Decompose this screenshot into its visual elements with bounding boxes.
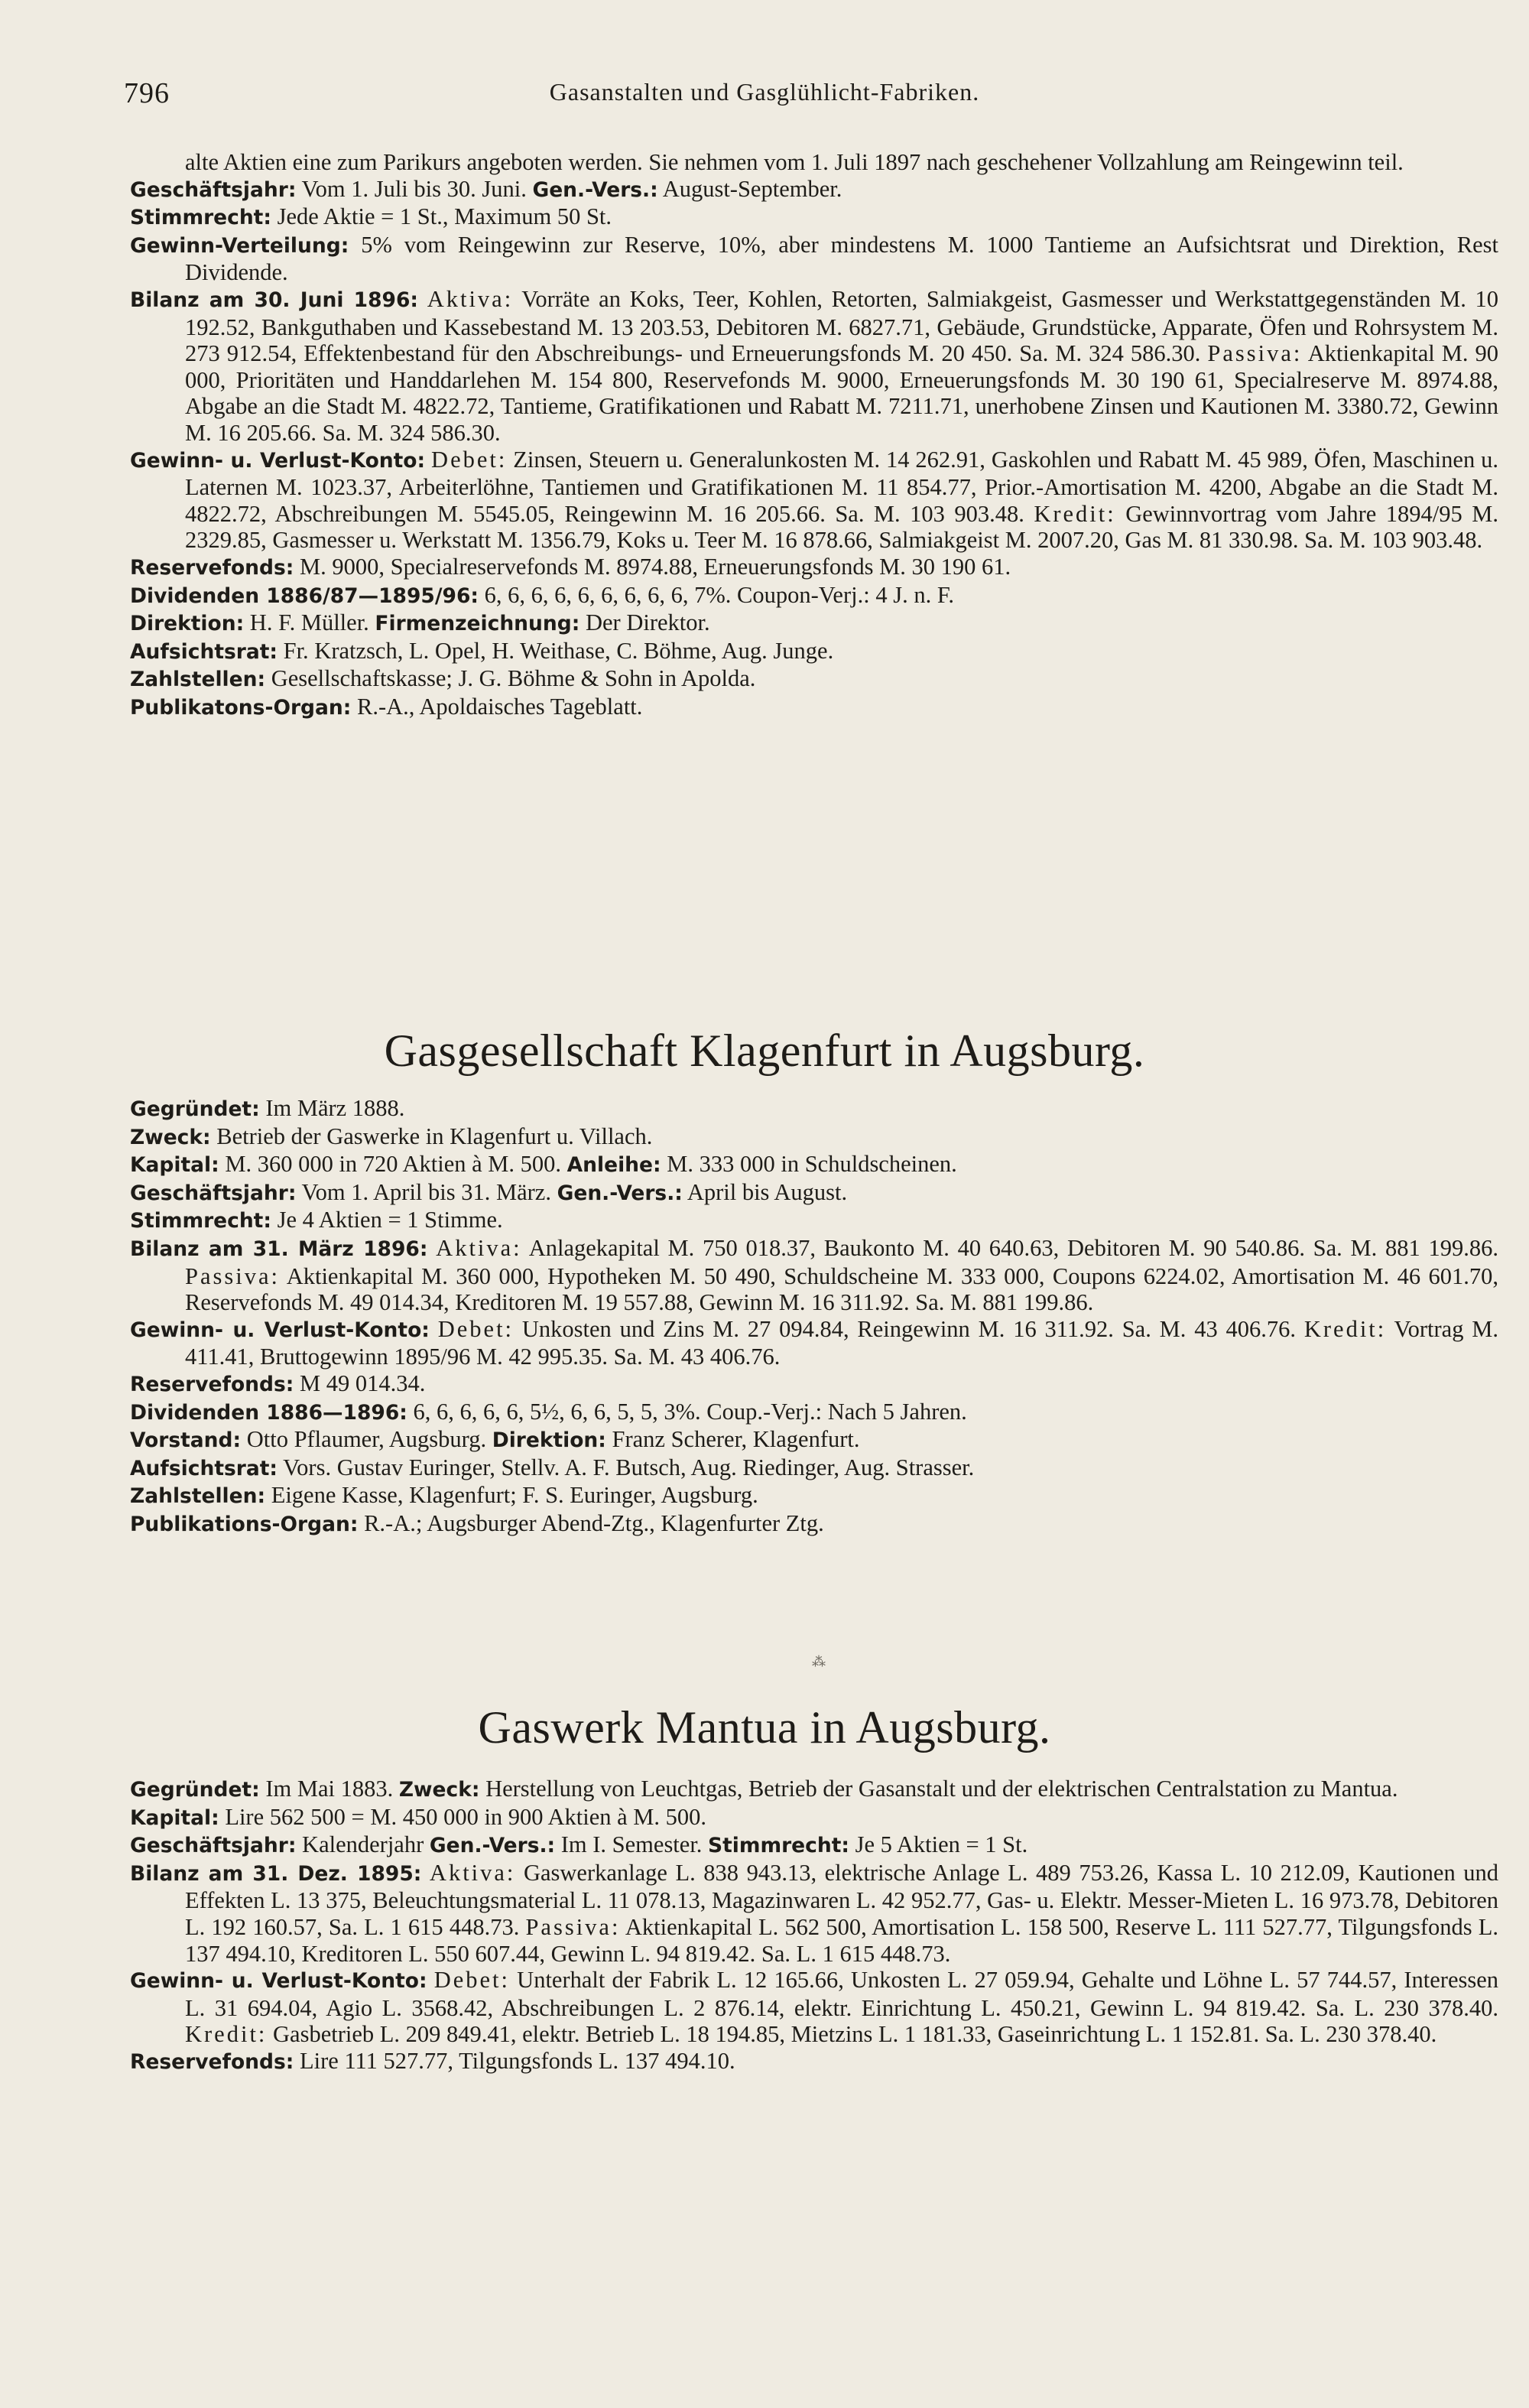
field-label: Gen.-Vers.: xyxy=(429,1834,556,1858)
balance-entry: Bilanz am 30. Juni 1896: Aktiva: Vorräte an Koks, Teer, Kohlen, Retorten, Salmiakgeist, Gasmesser und Werkstattgegenständen M. 10 192.52, Bankguthaben und Kassebestand M. 13 203.53, Debitoren M. 6827.71, Gebäude, Grundstücke, Apparate, Öfen und Rohrsystem M. 273 912.54, Effektenbestand für den Abschreibungs- und Erneuerungsfonds M. 20 450. Sa. M. 324 586.30. Passiva: Aktienkapital M. 90 000, Prioritäten und Handdarlehen M. 154 800, Reservefonds M. 9000, Erneuerungsfonds M. 30 190 61, Specialreserve M. 8974.88, Abgabe an die Stadt M. 4822.72, Tantieme, Gratifikationen und Rabatt M. 7211.71, unerhobene Zinsen und Kautionen M. 3380.72, Gewinn M. 16 205.66. Sa. M. 324 586.30. xyxy=(130,285,1499,446)
field-label: Stimmrecht: xyxy=(130,1209,271,1233)
section-heading-mantua: Gaswerk Mantua in Augsburg. xyxy=(478,1702,1051,1753)
field-label: Stimmrecht: xyxy=(130,206,271,230)
field-label: Geschäftsjahr: xyxy=(130,1181,297,1205)
profit-distribution-entry: Gewinn-Verteilung: 5% vom Reingewinn zur Reserve, 10%, aber mindestens M. 1000 Tantieme an Aufsichtsrat und Direktion, Rest Dividende. xyxy=(130,231,1498,286)
field-label: Zweck: xyxy=(398,1778,480,1802)
field-label: Dividenden 1886/87—1895/96: xyxy=(130,583,479,608)
field-label: Kapital: xyxy=(130,1153,219,1178)
field-label: Zahlstellen: xyxy=(130,668,266,692)
field-label: Zweck: xyxy=(130,1125,211,1149)
field-label: Anleihe: xyxy=(566,1153,661,1178)
paying-agents-entry: Zahlstellen: Eigene Kasse, Klagenfurt; F. S. Euringer, Augsburg. xyxy=(130,1482,758,1509)
section-mantua xyxy=(130,1776,1498,2076)
field-label: Gewinn- u. Verlust-Konto: xyxy=(130,1969,427,1994)
field-label: Bilanz am 31. Dez. 1895: xyxy=(130,1861,422,1886)
field-label: Gen.-Vers.: xyxy=(532,177,658,202)
publication-entry: Publikatons-Organ: R.-A., Apoldaisches Tageblatt. xyxy=(130,693,643,720)
balance-entry: Bilanz am 31. Dez. 1895: Aktiva: Gaswerkanlage L. 838 943.13, elektrische Anlage L. 489 753.26, Kassa L. 10 212.09, Kautionen und Effekten L. 13 375, Beleuchtungsmaterial L. 11 078.13, Magazinwaren L. 42 952.77, Gas- u. Elektr. Messer-Mieten L. 16 973.78, Debitoren L. 192 160.57, Sa. L. 1 615 448.73. Passiva: Aktienkapital L. 562 500, Amortisation L. 158 500, Reserve L. 111 527.77, Tilgungsfonds L. 137 494.10, Kreditoren L. 550 607.44, Gewinn L. 94 819.42. Sa. L. 1 615 448.73. xyxy=(130,1859,1499,1967)
field-label: Geschäftsjahr: xyxy=(130,1834,297,1858)
field-label: Vorstand: xyxy=(130,1428,242,1453)
paying-agents-entry: Zahlstellen: Gesellschaftskasse; J. G. Böhme & Sohn in Apolda. xyxy=(130,665,756,692)
field-label: Gegründet: xyxy=(130,1778,260,1802)
capital-entry: Kapital: Lire 562 500 = M. 450 000 in 900 Aktien à M. 500. xyxy=(130,1803,707,1830)
capital-entry: Kapital: M. 360 000 in 720 Aktien à M. 500. Anleihe: M. 333 000 in Schuldscheinen. xyxy=(130,1151,957,1178)
field-label: Kapital: xyxy=(130,1805,219,1830)
field-label: Aufsichtsrat: xyxy=(130,639,278,664)
reserve-entry: Reservefonds: Lire 111 527.77, Tilgungsfonds L. 137 494.10. xyxy=(130,2047,735,2074)
field-label: Bilanz am 31. März 1896: xyxy=(130,1236,428,1261)
direction-entry: Direktion: H. F. Müller. Firmenzeichnung: Der Direktor. xyxy=(130,609,710,636)
purpose-entry: Zweck: Betrieb der Gaswerke in Klagenfurt u. Villach. xyxy=(130,1123,653,1149)
running-title: Gasanstalten und Gasglühlicht-Fabriken. xyxy=(549,78,980,106)
field-label: Reservefonds: xyxy=(130,1372,294,1396)
field-label: Aufsichtsrat: xyxy=(130,1456,278,1480)
running-head xyxy=(0,76,1529,115)
field-label: Publikatons-Organ: xyxy=(130,695,352,720)
field-label: Geschäftsjahr: xyxy=(130,177,297,202)
fiscal-year-entry: Geschäftsjahr: Vom 1. Juli bis 30. Juni. Gen.-Vers.: August-September. xyxy=(130,175,842,202)
field-label: Zahlstellen: xyxy=(130,1484,266,1509)
management-entry: Vorstand: Otto Pflaumer, Augsburg. Direktion: Franz Scherer, Klagenfurt. xyxy=(130,1426,860,1453)
board-entry: Aufsichtsrat: Fr. Kratzsch, L. Opel, H. Weithase, C. Böhme, Aug. Junge. xyxy=(130,637,834,664)
field-label: Direktion: xyxy=(130,612,245,636)
profit-loss-entry: Gewinn- u. Verlust-Konto: Debet: Zinsen, Steuern u. Generalunkosten M. 14 262.91, Gaskohlen und Rabatt M. 45 989, Öfen, Maschinen u. Laternen M. 1023.37, Arbeiterlöhne, Tantiemen und Gratifikationen M. 11 854.77, Prior.-Amortisation M. 4200, Abgabe an die Stadt M. 4822.72, Abschreibungen M. 5545.05, Reingewinn M. 16 205.66. Sa. M. 103 903.48. Kredit: Gewinnvortrag vom Jahre 1894/95 M. 2329.85, Gasmesser u. Werkstatt M. 1356.79, Koks u. Teer M. 16 878.66, Salmiakgeist M. 2007.20, Gas M. 81 330.98. Sa. M. 103 903.48. xyxy=(130,446,1498,554)
field-label: Stimmrecht: xyxy=(708,1834,849,1858)
dividends-entry: Dividenden 1886/87—1895/96: 6, 6, 6, 6, 6, 6, 6, 6, 6, 7%. Coupon-Verj.: 4 J. n. F. xyxy=(130,581,954,608)
profit-loss-entry: Gewinn- u. Verlust-Konto: Debet: Unkosten und Zins M. 27 094.84, Reingewinn M. 16 311.92. Sa. M. 43 406.76. Kredit: Vortrag M. 411.41, Bruttogewinn 1895/96 M. 42 995.35. Sa. M. 43 406.76. xyxy=(130,1315,1499,1370)
voting-entry: Stimmrecht: Jede Aktie = 1 St., Maximum 50 St. xyxy=(130,203,612,230)
field-label: Reservefonds: xyxy=(130,555,294,580)
profit-loss-entry: Gewinn- u. Verlust-Konto: Debet: Unterhalt der Fabrik L. 12 165.66, Unkosten L. 27 059.94, Gehalte und Löhne L. 57 744.57, Interessen L. 31 694.04, Agio L. 3568.42, Abschreibungen L. 2 876.14, elektr. Einrichtung L. 450.21, Gewinn L. 94 819.42. Sa. L. 230 378.40. Kredit: Gasbetrieb L. 209 849.41, elektr. Betrieb L. 18 194.85, Mietzins L. 1 181.33, Gaseinrichtung L. 1 152.81. Sa. L. 230 378.40. xyxy=(130,1967,1499,2048)
page-number: 796 xyxy=(124,77,170,109)
field-label: Bilanz am 30. Juni 1896: xyxy=(130,288,419,312)
dividends-entry: Dividenden 1886—1896: 6, 6, 6, 6, 6, 5½, 6, 6, 5, 5, 3%. Coup.-Verj.: Nach 5 Jahren. xyxy=(130,1398,967,1425)
field-label: Gewinn- u. Verlust-Konto: xyxy=(130,448,426,473)
section-heading-klagenfurt: Gasgesellschaft Klagenfurt in Augsburg. xyxy=(384,1025,1145,1076)
section-klagenfurt xyxy=(130,1095,1498,1539)
intro-paragraph: alte Aktien eine zum Parikurs angeboten werden. Sie nehmen vom 1. Juli 1897 nach geschehener Vollzahlung am Reingewinn teil. xyxy=(185,149,1404,175)
field-label: Gegründet: xyxy=(130,1097,260,1121)
founded-entry: Gegründet: Im Mai 1883. Zweck: Herstellung von Leuchtgas, Betrieb der Gasanstalt und der elektrischen Centralstation zu Mantua. xyxy=(130,1776,1398,1802)
separator-ornament: ⁂ xyxy=(812,1654,826,1669)
balance-entry: Bilanz am 31. März 1896: Aktiva: Anlagekapital M. 750 018.37, Baukonto M. 40 640.63, Debitoren M. 90 540.86. Sa. M. 881 199.86. Passiva: Aktienkapital M. 360 000, Hypotheken M. 50 490, Schuldscheine M. 333 000, Coupons 6224.02, Amortisation M. 46 601.70, Reservefonds M. 49 014.34, Kreditoren M. 19 557.88, Gewinn M. 16 311.92. Sa. M. 881 199.86. xyxy=(130,1234,1499,1316)
reserve-entry: Reservefonds: M 49 014.34. xyxy=(130,1370,426,1396)
board-entry: Aufsichtsrat: Vors. Gustav Euringer, Stellv. A. F. Butsch, Aug. Riedinger, Aug. Strasser. xyxy=(130,1454,975,1480)
reserve-entry: Reservefonds: M. 9000, Specialreservefonds M. 8974.88, Erneuerungsfonds M. 30 190 61. xyxy=(130,553,1011,580)
field-label: Dividenden 1886—1896: xyxy=(130,1400,407,1425)
field-label: Publikations-Organ: xyxy=(130,1512,359,1536)
field-label: Gen.-Vers.: xyxy=(557,1181,683,1205)
field-label: Gewinn- u. Verlust-Konto: xyxy=(130,1318,430,1342)
fiscal-year-entry: Geschäftsjahr: Kalenderjahr Gen.-Vers.: Im I. Semester. Stimmrecht: Je 5 Aktien = 1 St. xyxy=(130,1831,1028,1858)
field-label: Gewinn-Verteilung: xyxy=(130,233,349,258)
publication-entry: Publikations-Organ: R.-A.; Augsburger Abend-Ztg., Klagenfurter Ztg. xyxy=(130,1509,824,1536)
founded-entry: Gegründet: Im März 1888. xyxy=(130,1095,405,1121)
field-label: Reservefonds: xyxy=(130,2049,294,2074)
field-label: Direktion: xyxy=(492,1428,606,1453)
section-previous-company xyxy=(130,149,1498,721)
voting-entry: Stimmrecht: Je 4 Aktien = 1 Stimme. xyxy=(130,1207,503,1233)
fiscal-year-entry: Geschäftsjahr: Vom 1. April bis 31. März. Gen.-Vers.: April bis August. xyxy=(130,1178,848,1205)
field-label: Firmenzeichnung: xyxy=(375,612,580,636)
